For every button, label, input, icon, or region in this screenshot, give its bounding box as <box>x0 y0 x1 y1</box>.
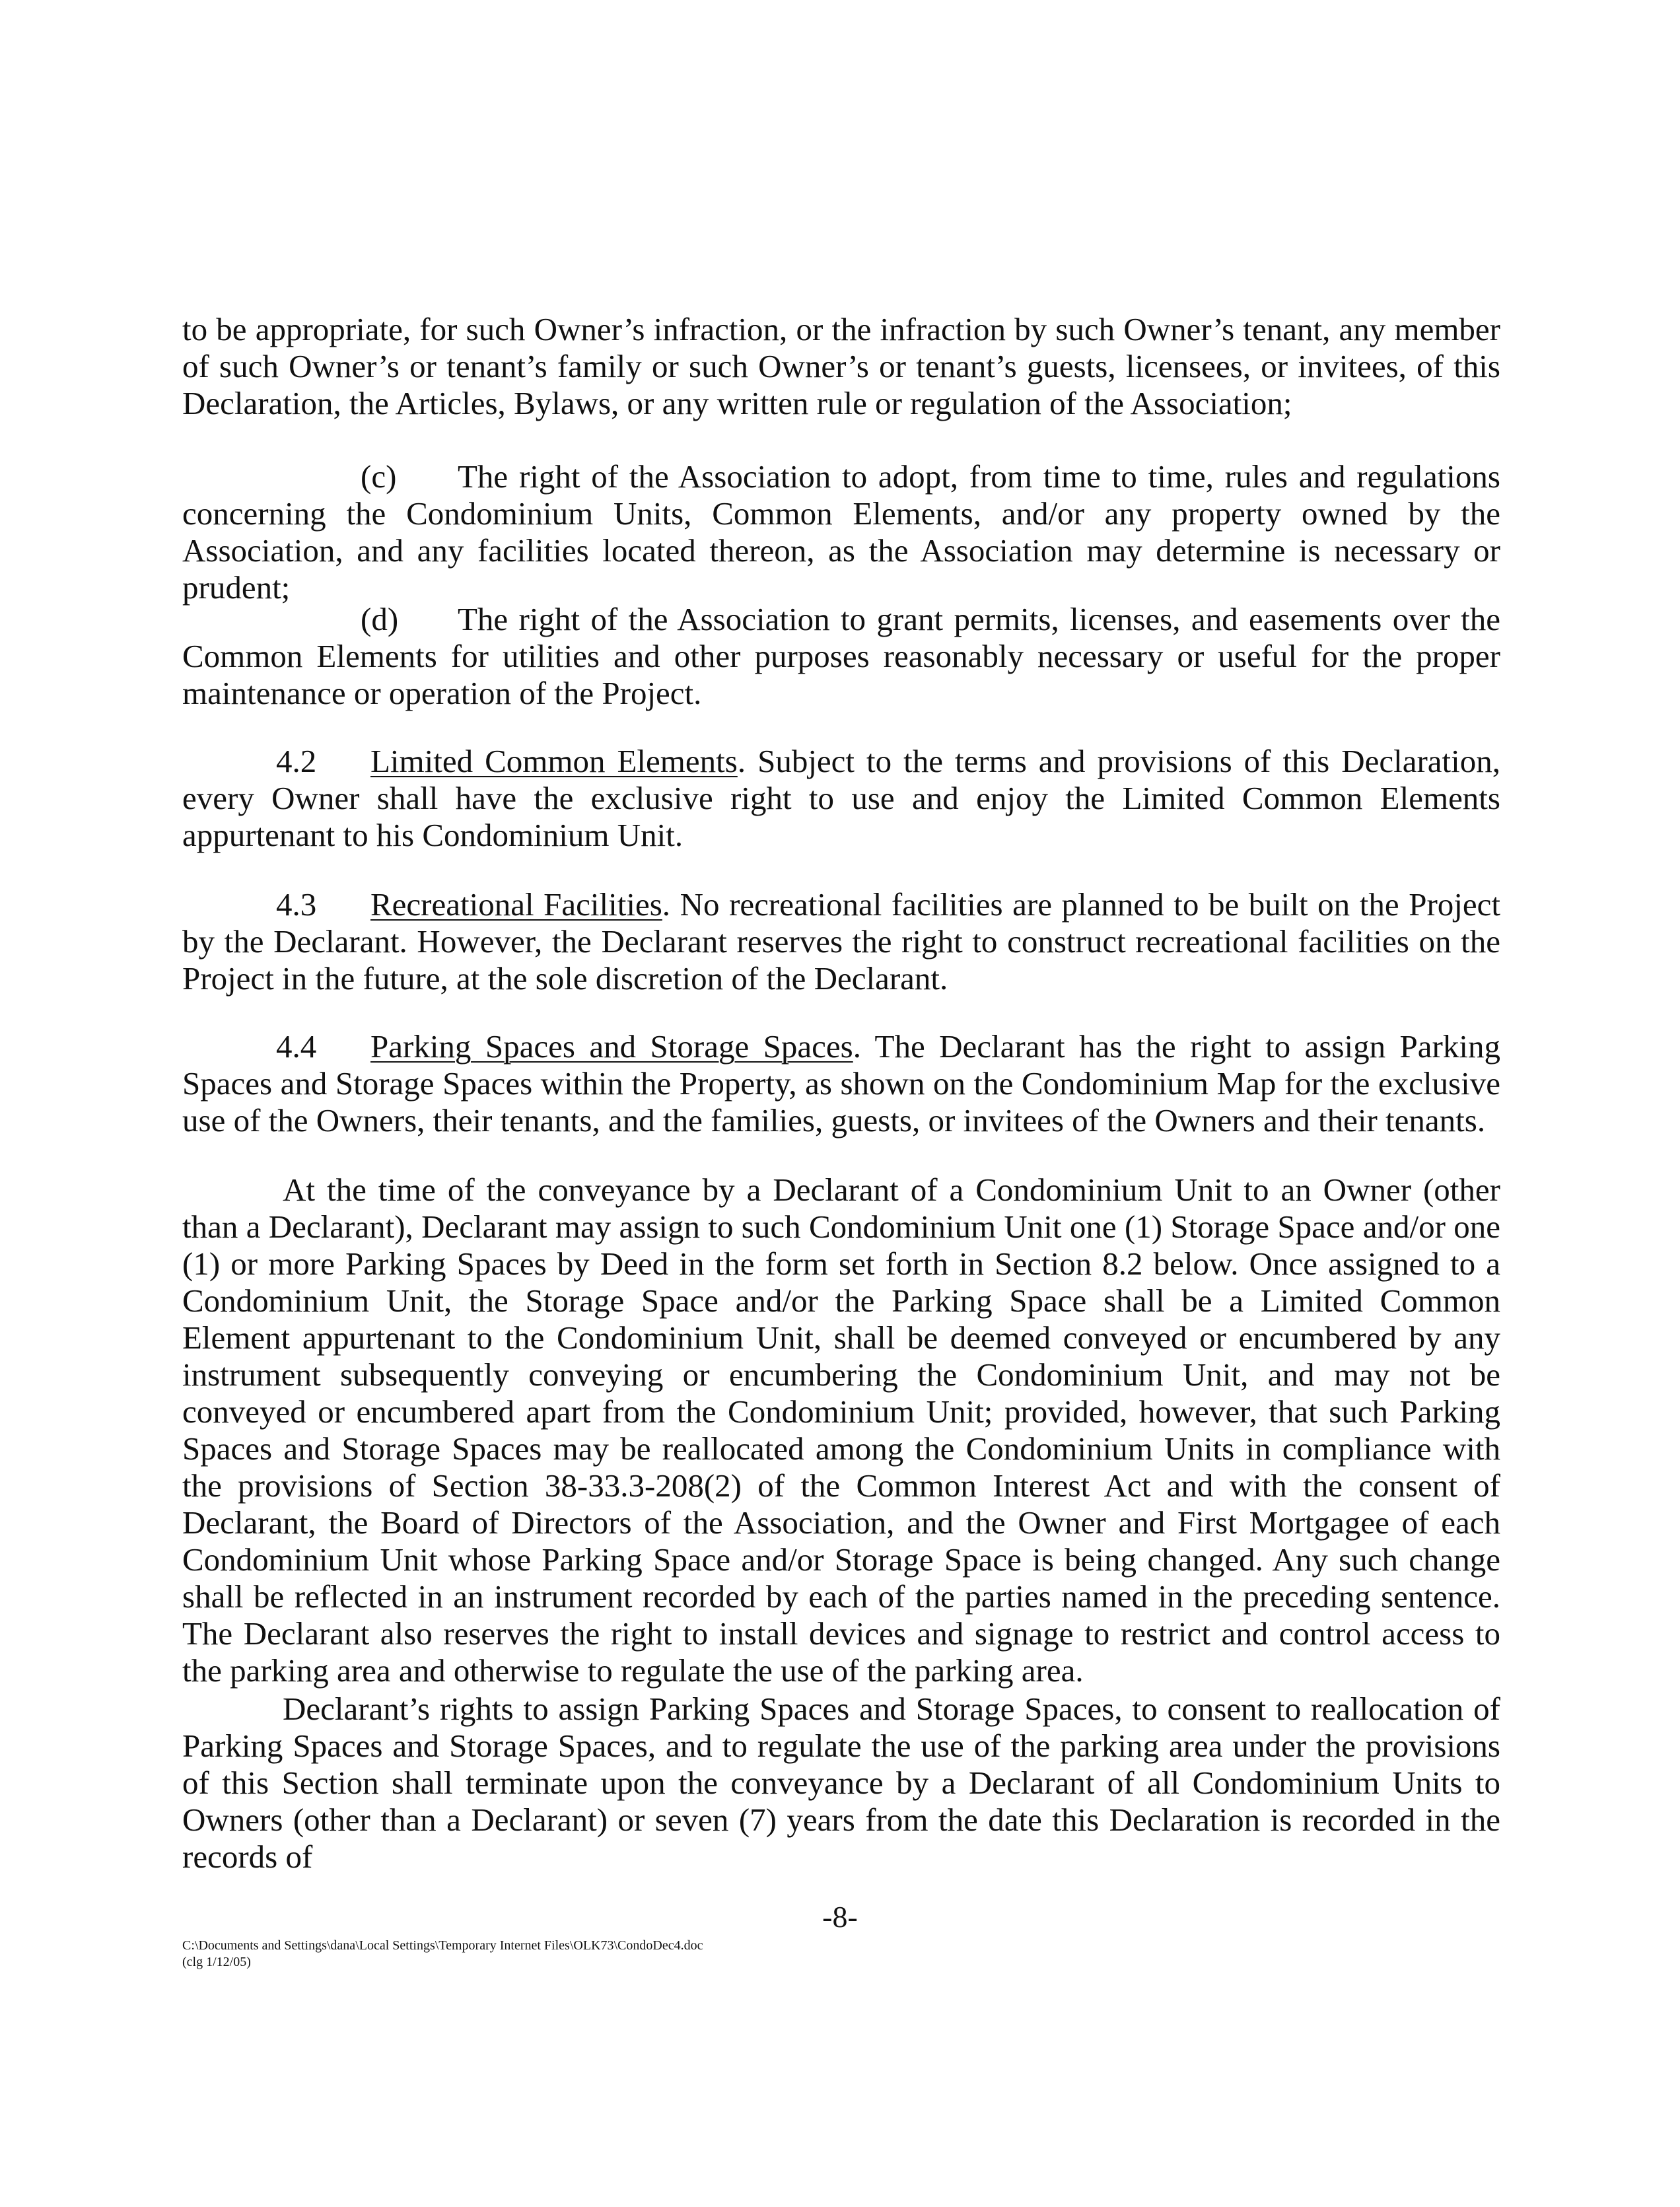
section-4-3 <box>182 886 1500 997</box>
section-4-2 <box>182 743 1500 854</box>
footer-revision: (clg 1/12/05) <box>182 1955 251 1969</box>
subsection-d-text: The right of the Association to grant permits, licenses, and easements over the Common Elements for utilities and other purposes reasonably necessary or useful for the proper maintenance or operation of the Project. <box>182 601 1500 711</box>
section-4-4 <box>182 1028 1500 1139</box>
section-4-2-heading: Limited Common Elements <box>370 743 738 779</box>
section-4-3-heading: Recreational Facilities <box>370 886 662 923</box>
section-4-2-number: 4.2 <box>276 743 317 779</box>
section-4-4-heading: Parking Spaces and Storage Spaces <box>370 1028 853 1065</box>
declarant-rights-paragraph: Declarant’s rights to assign Parking Spaces and Storage Spaces, to consent to reallocation of Parking Spaces and Storage Spaces, and to regulate the use of the parking area under the provisions of this Section shall terminate upon the conveyance by a Declarant of all Condominium Units to Owners (other than a Declarant) or seven (7) years from the date this Declaration is recorded in the records of <box>182 1691 1500 1875</box>
subsection-d <box>182 601 1500 712</box>
continuation-paragraph: to be appropriate, for such Owner’s infraction, or the infraction by such Owner’s tenant, any member of such Owner’s or tenant’s family or such Owner’s or tenant’s guests, licensees, or invitees, of this Declaration, the Articles, Bylaws, or any written rule or regulation of the Association; <box>182 311 1500 421</box>
subsection-c-text: The right of the Association to adopt, from time to time, rules and regulations concerning the Condominium Units, Common Elements, and/or any property owned by the Association, and any facilities located thereon, as the Association may determine is necessary or prudent; <box>182 458 1500 606</box>
footer-file-path: C:\Documents and Settings\dana\Local Settings\Temporary Internet Files\OLK73\CondoDec4.doc <box>182 1938 703 1953</box>
footer-file-info <box>182 1938 703 1971</box>
subsection-c-marker: (c) <box>361 458 397 495</box>
section-4-4-text: . The Declarant has the right to assign Parking Spaces and Storage Spaces within the Property, as shown on the Condominium Map for the exclusive use of the Owners, their tenants, and the families, guests, or invitees of the Owners and their tenants. <box>182 1028 1500 1139</box>
subsection-c <box>182 458 1500 606</box>
conveyance-paragraph: At the time of the conveyance by a Declarant of a Condominium Unit to an Owner (other than a Declarant), Declarant may assign to such Condominium Unit one (1) Storage Space and/or one (1) or more Parking Spaces by Deed in the form set forth in Section 8.2 below. Once assigned to a Condominium Unit, the Storage Space and/or the Parking Space shall be a Limited Common Element appurtenant to the Condominium Unit, shall be deemed conveyed or encumbered by any instrument subsequently conveying or encumbering the Condominium Unit, and may not be conveyed or encumbered apart from the Condominium Unit; provided, however, that such Parking Spaces and Storage Spaces may be reallocated among the Condominium Units in compliance with the provisions of Section 38-33.3-208(2) of the Common Interest Act and with the consent of Declarant, the Board of Directors of the Association, and the Owner and First Mortgagee of each Condominium Unit whose Parking Space and/or Storage Space is being changed. Any such change shall be reflected in an instrument recorded by each of the parties named in the preceding sentence. The Declarant also reserves the right to install devices and signage to restrict and control access to the parking area and otherwise to regulate the use of the parking area. <box>182 1172 1500 1689</box>
section-4-3-number: 4.3 <box>276 886 317 923</box>
section-4-4-number: 4.4 <box>276 1028 317 1065</box>
section-4-2-text: . Subject to the terms and provisions of this Declaration, every Owner shall have the exclusive right to use and enjoy the Limited Common Elements appurtenant to his Condominium Unit. <box>182 743 1500 853</box>
page-number: -8- <box>822 1900 858 1934</box>
section-4-3-text: . No recreational facilities are planned to be built on the Project by the Declarant. However, the Declarant reserves the right to construct recreational facilities on the Project in the future, at the sole discretion of the Declarant. <box>182 886 1500 997</box>
subsection-d-marker: (d) <box>361 601 399 637</box>
